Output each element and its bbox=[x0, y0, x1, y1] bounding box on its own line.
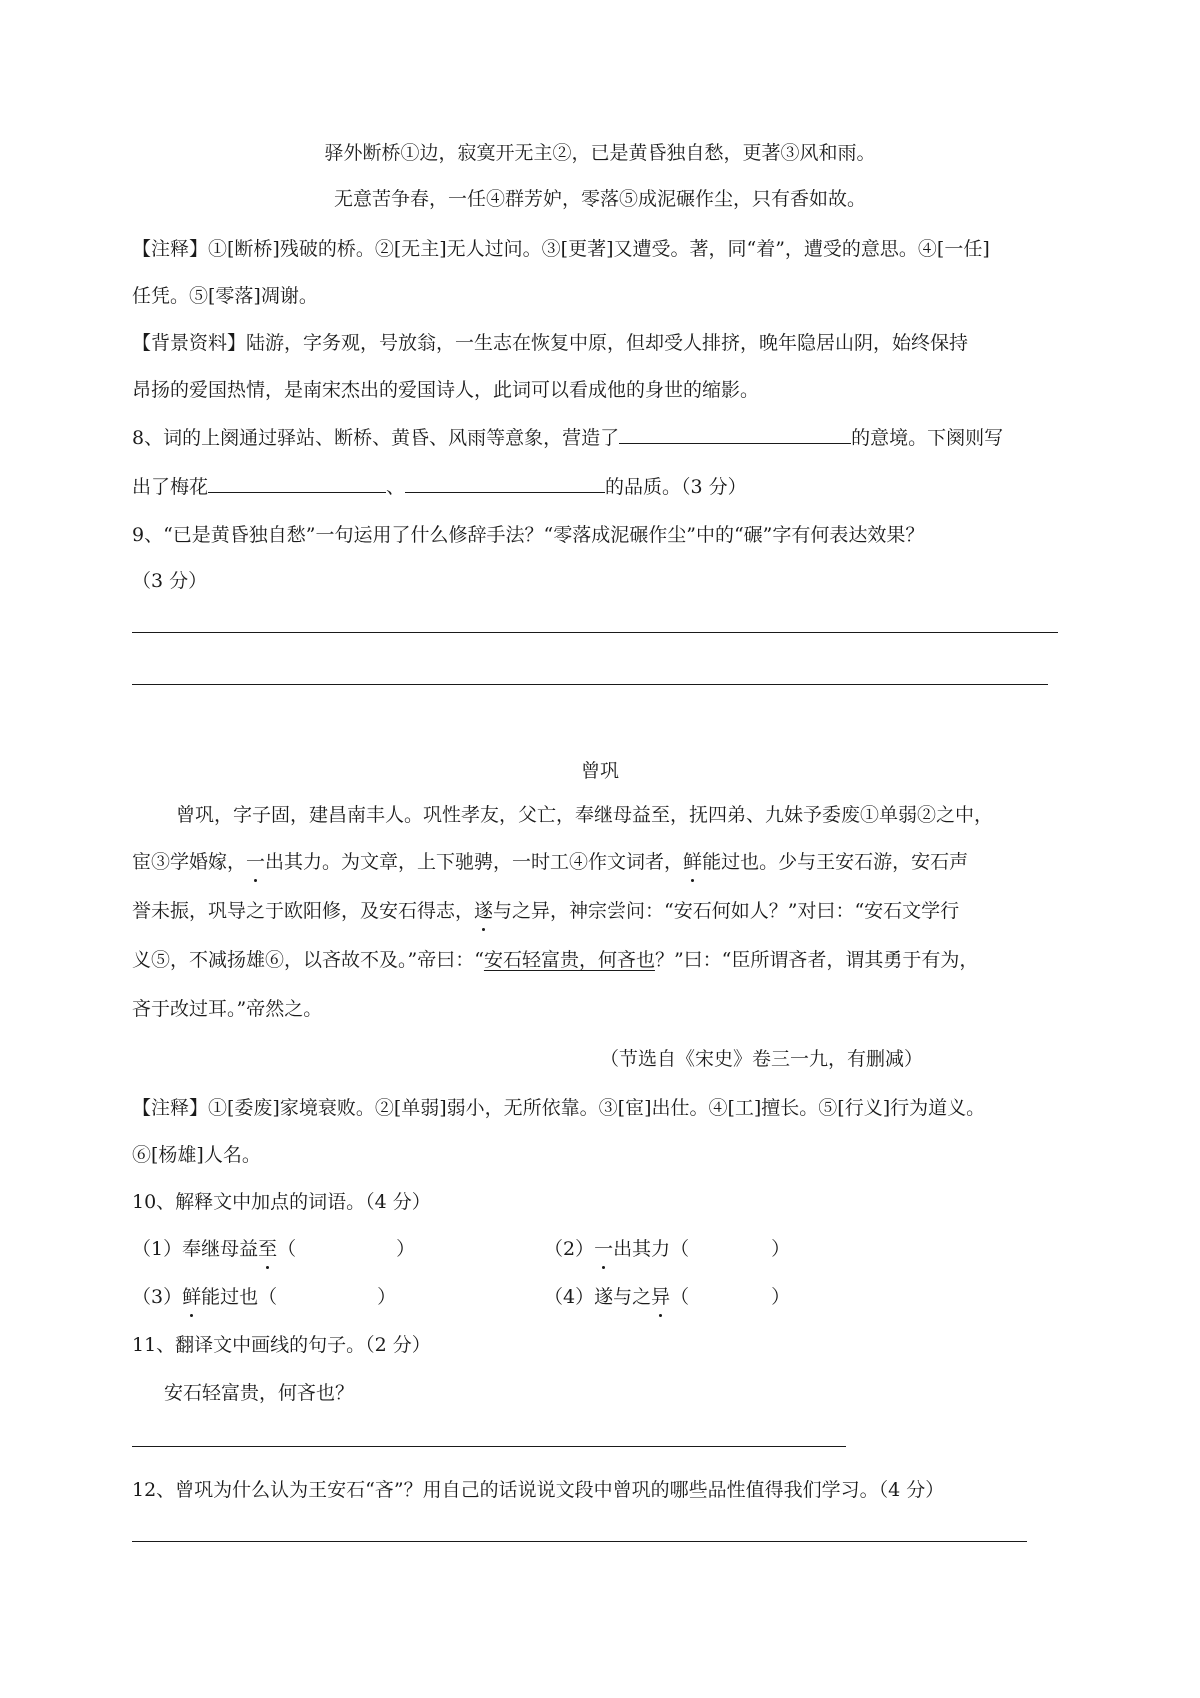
q8-text-2: 的意境。下阕则写 bbox=[851, 427, 1004, 449]
poem-line-2: 无意苦争春，一任④群芳妒，零落⑤成泥碾作尘，只有香如故。 bbox=[333, 188, 866, 210]
passage-text: 出其力。为文章，上下驰骋，一时工④作文词者， bbox=[265, 851, 684, 873]
passage-text: 能过也。少与王安石游，安石声 bbox=[702, 851, 969, 873]
q10-item-text: （ bbox=[670, 1286, 690, 1308]
q10-item-text: ） bbox=[377, 1286, 397, 1308]
dotted-word-yi: 一 bbox=[246, 851, 266, 873]
q9-answer-line-2[interactable] bbox=[132, 684, 1048, 685]
q8-answer-blank-2[interactable] bbox=[208, 474, 386, 493]
dotted-word-xian: 鲜 bbox=[182, 1286, 202, 1308]
passage-line-3 bbox=[132, 898, 959, 924]
dotted-word-yi-different: 异 bbox=[651, 1286, 671, 1308]
q10-item-text: （ bbox=[277, 1238, 297, 1260]
q8-answer-blank-1[interactable] bbox=[619, 425, 851, 444]
poem-line-1: 驿外断桥①边，寂寞开无主②，已是黄昏独自愁，更著③风和雨。 bbox=[324, 142, 876, 164]
question-12-title: 12、曾巩为什么认为王安石“吝”？用自己的话说说文段中曾巩的哪些品性值得我们学习。（4 分） bbox=[132, 1479, 945, 1501]
q10-item-text: 能过也（ bbox=[201, 1286, 278, 1308]
passage-line-1: 曾巩，字子固，建昌南丰人。巩性孝友，父亡，奉继母益至，抚四弟、九妹予委废①单弱②之中， bbox=[176, 804, 994, 826]
q10-item-2 bbox=[544, 1236, 790, 1262]
q11-answer-line[interactable] bbox=[132, 1446, 846, 1447]
dotted-word-zhi: 至 bbox=[258, 1238, 278, 1260]
passage-text: 与之异，神宗尝问：“安石何如人？”对曰：“安石文学行 bbox=[493, 900, 960, 922]
background-line-2: 昂扬的爱国热情，是南宋杰出的爱国诗人，此词可以看成他的身世的缩影。 bbox=[132, 379, 760, 401]
passage-notes-line-2: ⑥[杨雄]人名。 bbox=[132, 1144, 261, 1166]
passage-text: 义⑤，不减扬雄⑥，以吝故不及。”帝曰：“ bbox=[132, 949, 484, 971]
q10-item-text: （2） bbox=[544, 1238, 595, 1260]
q9-answer-line-1[interactable] bbox=[132, 632, 1058, 633]
q8-text-1: 8、词的上阕通过驿站、断桥、黄昏、风雨等意象，营造了 bbox=[132, 427, 620, 449]
q8-text-4: 、 bbox=[386, 476, 406, 498]
question-8-line-1 bbox=[132, 425, 1003, 451]
passage-title: 曾巩 bbox=[580, 760, 619, 782]
underlined-sentence: 安石轻富贵，何吝也 bbox=[483, 949, 655, 971]
q8-text-5: 的品质。（3 分） bbox=[605, 476, 747, 498]
q12-answer-line[interactable] bbox=[132, 1541, 1027, 1542]
q10-item-1 bbox=[132, 1236, 415, 1262]
passage-text: ？”曰：“臣所谓吝者，谓其勇于有为， bbox=[654, 949, 979, 971]
passage-text: 宦③学婚嫁， bbox=[132, 851, 247, 873]
passage-notes-line-1: 【注释】①[委废]家境衰败。②[单弱]弱小，无所依靠。③[宦]出仕。④[工]擅长。⑤[行义]行为道义。 bbox=[132, 1097, 986, 1119]
q10-item-text: ） bbox=[771, 1238, 791, 1260]
poem-notes-line-1: 【注释】①[断桥]残破的桥。②[无主]无人过问。③[更著]又遭受。著，同“着”，遭受的意思。④[一任] bbox=[132, 238, 990, 260]
q8-answer-blank-3[interactable] bbox=[405, 474, 605, 493]
passage-source: （节选自《宋史》卷三一九，有删减） bbox=[600, 1048, 924, 1070]
question-8-line-2 bbox=[132, 474, 747, 500]
background-line-1: 【背景资料】陆游，字务观，号放翁，一生志在恢复中原，但却受人排挤，晚年隐居山阴，始终保持 bbox=[132, 332, 969, 354]
q10-item-text: （3） bbox=[132, 1286, 183, 1308]
q10-item-3 bbox=[132, 1284, 396, 1310]
passage-text: 誉未振，巩导之于欧阳修，及安石得志， bbox=[132, 900, 475, 922]
question-9-line-2: （3 分） bbox=[132, 570, 208, 592]
q10-item-text: ） bbox=[771, 1286, 791, 1308]
q10-item-text: （1）奉继母益 bbox=[132, 1238, 259, 1260]
dotted-word-sui: 遂 bbox=[474, 900, 494, 922]
poem-notes-line-2: 任凭。⑤[零落]凋谢。 bbox=[132, 285, 318, 307]
question-9-line-1: 9、“已是黄昏独自愁”一句运用了什么修辞手法？“零落成泥碾作尘”中的“碾”字有何表达效果？ bbox=[132, 524, 925, 546]
q10-item-text: （4）遂与之 bbox=[544, 1286, 652, 1308]
question-10-title: 10、解释文中加点的词语。（4 分） bbox=[132, 1191, 431, 1213]
q10-item-text: ） bbox=[396, 1238, 416, 1260]
q8-text-3: 出了梅花 bbox=[132, 476, 209, 498]
q10-item-text: 出其力（ bbox=[613, 1238, 690, 1260]
passage-line-4 bbox=[132, 947, 978, 973]
dotted-word-yi: 一 bbox=[594, 1238, 614, 1260]
q11-sentence: 安石轻富贵，何吝也？ bbox=[164, 1382, 355, 1404]
passage-line-5: 吝于改过耳。”帝然之。 bbox=[132, 998, 323, 1020]
q10-item-4 bbox=[544, 1284, 790, 1310]
dotted-word-xian: 鲜 bbox=[683, 851, 703, 873]
passage-line-2 bbox=[132, 849, 968, 875]
question-11-title: 11、翻译文中画线的句子。（2 分） bbox=[132, 1334, 431, 1356]
